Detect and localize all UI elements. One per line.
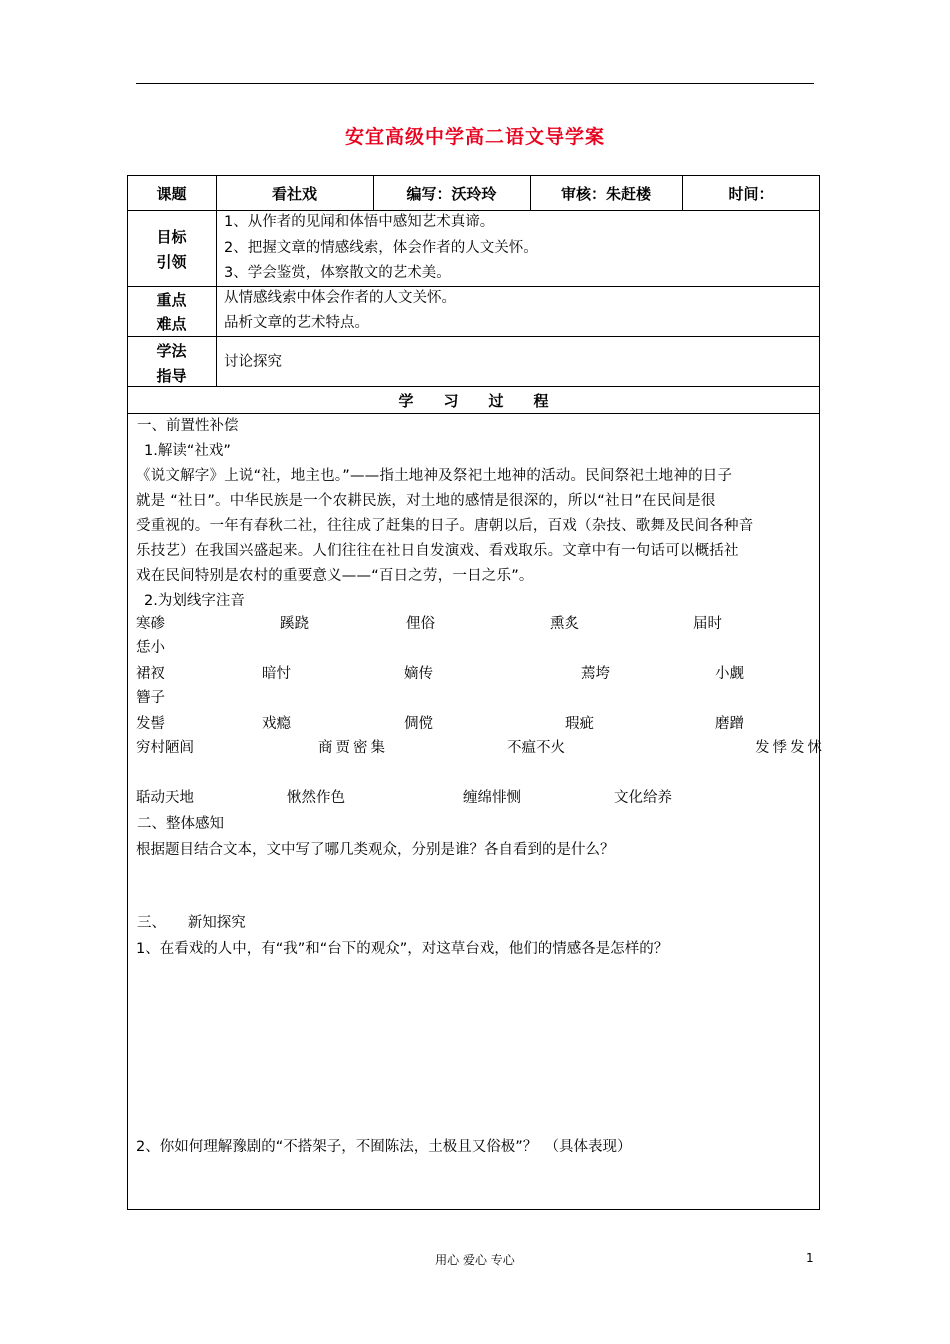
footer-motto: 用心 爱心 专心	[435, 1253, 515, 1267]
paragraph-line: 就是 “社日”。中华民族是一个农耕民族，对土地的感情是很深的，所以“社日”在民间是很	[136, 493, 716, 509]
header-rule	[136, 83, 814, 84]
method-label: 学法	[156, 342, 187, 360]
row-divider	[127, 413, 820, 414]
section-2-question: 根据题目结合文本，文中写了哪几类观众，分别是谁？各自看到的是什么？	[136, 842, 615, 858]
section-1-sub-2: 2.为划线字注音	[144, 593, 245, 609]
col-divider	[216, 175, 217, 386]
lesson-label: 课题	[156, 185, 187, 203]
vocab-word: 嫡传	[404, 666, 433, 682]
row-divider	[127, 336, 820, 337]
keypoint-item: 品析文章的艺术特点。	[224, 315, 369, 331]
vocab-word: 暗忖	[262, 666, 291, 682]
goal-item: 3、学会鉴赏，体察散文的艺术美。	[224, 265, 451, 281]
row-divider	[127, 286, 820, 287]
lesson-value: 看社戏	[271, 185, 317, 203]
vocab-word: 恁小	[136, 640, 165, 656]
vocab-word: 商贾密集	[318, 740, 388, 756]
time-label: 时间：	[728, 185, 774, 203]
paragraph-line: 乐技艺）在我国兴盛起来。人们往往在社日自发演戏、看戏取乐。文章中有一句话可以概括社	[136, 543, 739, 559]
method-text: 讨论探究	[224, 354, 282, 370]
section-2-heading: 二、整体感知	[137, 816, 224, 832]
vocab-word: 文化给养	[614, 790, 672, 806]
goals-label: 目标	[156, 228, 187, 246]
row-divider	[127, 210, 820, 211]
keypoints-label: 难点	[156, 315, 187, 333]
vocab-word: 戏瘾	[262, 716, 291, 732]
vocab-word: 愀然作色	[287, 790, 345, 806]
vocab-word: 聒动天地	[136, 790, 194, 806]
paragraph-line: 受重视的。一年有春秋二社，往往成了赶集的日子。唐朝以后，百戏（杂技、歌舞及民间各种音	[136, 518, 754, 534]
vocab-word: 熏炙	[550, 616, 579, 632]
method-label: 指导	[156, 367, 187, 385]
vocab-word: 穷村陋闾	[136, 740, 194, 756]
goal-item: 1、从作者的见闻和体悟中感知艺术真谛。	[224, 214, 495, 230]
section-1-sub-1: 1.解读“社戏”	[144, 443, 231, 459]
keypoints-label: 重点	[156, 291, 187, 309]
vocab-word: 簪子	[136, 690, 165, 706]
vocab-word: 裙衩	[136, 666, 165, 682]
keypoint-item: 从情感线索中体会作者的人文关怀。	[224, 290, 456, 306]
vocab-word: 缠绵悱恻	[463, 790, 521, 806]
vocab-word: 磨蹭	[715, 716, 744, 732]
section-3-heading: 三、 新知探究	[137, 915, 246, 931]
section-3-question-2: 2、你如何理解豫剧的“不搭架子，不囿陈法，土极且又俗极”？ （具体表现）	[136, 1139, 632, 1155]
vocab-word: 小觑	[715, 666, 744, 682]
vocab-word: 届时	[693, 616, 722, 632]
goal-item: 2、把握文章的情感线索，体会作者的人文关怀。	[224, 240, 538, 256]
paragraph-line: 《说文解字》上说“社，地主也。”——指土地神及祭祀土地神的活动。民间祭祀土地神的日子	[136, 468, 733, 484]
process-heading: 学 习 过 程	[398, 392, 549, 410]
document-title: 安宜高级中学高二语文导学案	[344, 126, 605, 148]
section-3-question-1: 1、在看戏的人中，有“我”和“台下的观众”，对这草台戏，他们的情感各是怎样的？	[136, 941, 669, 957]
vocab-word: 蔫垮	[581, 666, 610, 682]
vocab-word: 俚俗	[406, 616, 435, 632]
vocab-word: 发悸发怵	[755, 740, 825, 756]
vocab-word: 蹊跷	[280, 616, 309, 632]
vocab-word: 发髻	[136, 716, 165, 732]
section-1-heading: 一、前置性补偿	[137, 418, 239, 434]
goals-label: 引领	[156, 253, 187, 271]
vocab-word: 倜傥	[404, 716, 433, 732]
vocab-word: 寒碜	[136, 616, 165, 632]
reviewer: 审核：朱赶楼	[560, 185, 651, 203]
vocab-word: 不瘟不火	[507, 740, 565, 756]
vocab-word: 瑕疵	[565, 716, 594, 732]
author: 编写：沃玲玲	[406, 185, 497, 203]
page-number: 1	[806, 1251, 814, 1265]
paragraph-line: 戏在民间特别是农村的重要意义——“百日之劳，一日之乐”。	[136, 568, 534, 584]
row-divider	[127, 386, 820, 387]
